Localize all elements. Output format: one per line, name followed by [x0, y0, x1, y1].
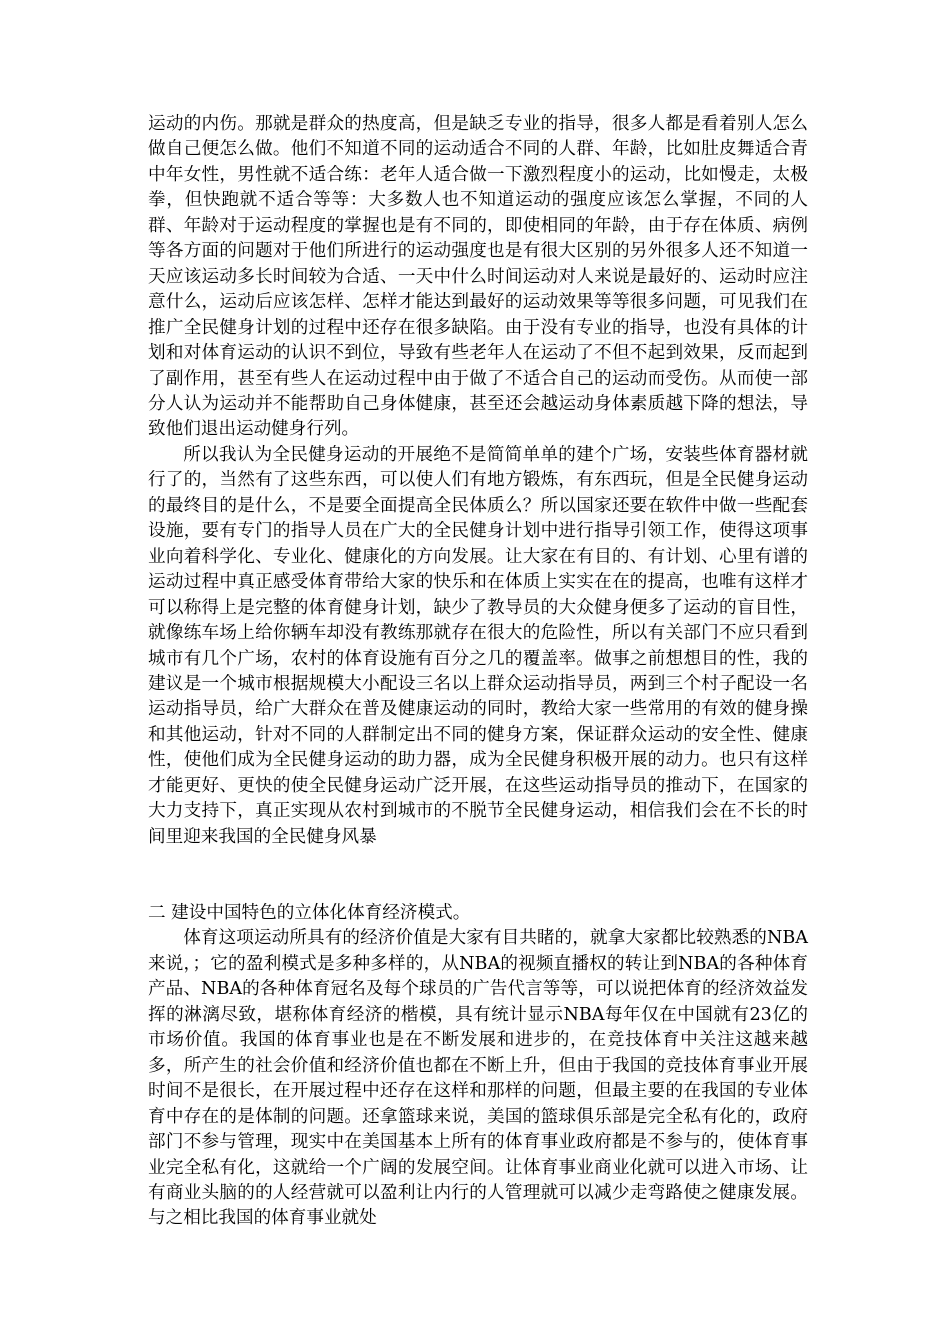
paragraph-sports-economy: 体育这项运动所具有的经济价值是大家有目共睹的，就拿大家都比较熟悉的NBA来说，；它的盈利模式是多种多样的，从NBA的视频直播权的转让到NBA的各种体育产品、NBA的各种体育冠名及每个球员的广告代言等等，可以说把体育的经济效益发挥的淋漓尽致，堪称体育经济的楷模，具有统计显示NBA每年仅在中国就有23亿的市场价值。我国的体育事业也是在不断发展和进步的，在竞技体育中关注这越来越多，所产生的社会价值和经济价值也都在不断上升，但由于我国的竞技体育事业开展时间不是很长，在开展过程中还存在这样和那样的问题，但最主要的在我国的专业体育中存在的是体制的问题。还拿篮球来说，美国的篮球俱乐部是完全私有化的，政府部门不参与管理，现实中在美国基本上所有的体育事业政府都是不参与的，使体育事业完全私有化，这就给一个广阔的发展空间。让体育事业商业化就可以进入市场、让有商业头脑的的人经营就可以盈利让内行的人管理就可以减少走弯路使之健康发展。与之相比我国的体育事业就处 [148, 928, 808, 1229]
paragraph-continuation: 运动的内伤。那就是群众的热度高，但是缺乏专业的指导，很多人都是看着别人怎么做自己便怎么做。他们不知道不同的运动适合不同的人群、年龄，比如肚皮舞适合青中年女性，男性就不适合练：老年人适合做一下激烈程度小的运动，比如慢走，太极拳，但快跑就不适合等等：大多数人也不知道运动的强度应该怎么掌握，不同的人群、年龄对于运动程度的掌握也是有不同的，即使相同的年龄，由于存在体质、病例等各方面的问题对于他们所进行的运动强度也是有很大区别的另外很多人还不知道一天应该运动多长时间较为合适、一天中什么时间运动对人来说是最好的、运动时应注意什么，运动后应该怎样、怎样才能达到最好的运动效果等等很多问题，可见我们在推广全民健身计划的过程中还存在很多缺陷。由于没有专业的指导，也没有具体的计划和对体育运动的认识不到位，导致有些老年人在运动了不但不起到效果，反而起到了副作用，甚至有些人在运动过程中由于做了不适合自己的运动而受伤。从而使一部分人认为运动并不能帮助自己身体健康，甚至还会越运动身体素质越下降的想法，导致他们退出运动健身行列。 [148, 114, 808, 440]
body-text-part1 [148, 112, 808, 850]
body-text-part2 [148, 901, 808, 1232]
section-heading: 二 建设中国特色的立体化体育经济模式。 [148, 903, 471, 923]
paragraph-fitness-guidance: 所以我认为全民健身运动的开展绝不是简简单单的建个广场，安装些体育器材就行了的，当然有了这些东西，可以使人们有地方锻炼，有东西玩，但是全民健身运动的最终目的是什么，不是要全面提高全民体质么？所以国家还要在软件中做一些配套设施，要有专门的指导人员在广大的全民健身计划中进行指导引领工作，使得这项事业向着科学化、专业化、健康化的方向发展。让大家在有目的、有计划、心里有谱的运动过程中真正感受体育带给大家的快乐和在体质上实实在在的提高，也唯有这样才可以称得上是完整的体育健身计划，缺少了教导员的大众健身便多了运动的盲目性，就像练车场上给你辆车却没有教练那就存在很大的危险性，所以有关部门不应只看到城市有几个广场，农村的体育设施有百分之几的覆盖率。做事之前想想目的性，我的建议是一个城市根据规模大小配设三名以上群众运动指导员，两到三个村子配设一名运动指导员，给广大群众在普及健康运动的同时，教给大家一些常用的有效的健身操和其他运动，针对不同的人群制定出不同的健身方案，保证群众运动的安全性、健康性，使他们成为全民健身运动的助力器，成为全民健身积极开展的动力。也只有这样才能更好、更快的使全民健身运动广泛开展，在这些运动指导员的推动下，在国家的大力支持下，真正实现从农村到城市的不脱节全民健身运动，相信我们会在不长的时间里迎来我国的全民健身风暴 [148, 444, 808, 847]
